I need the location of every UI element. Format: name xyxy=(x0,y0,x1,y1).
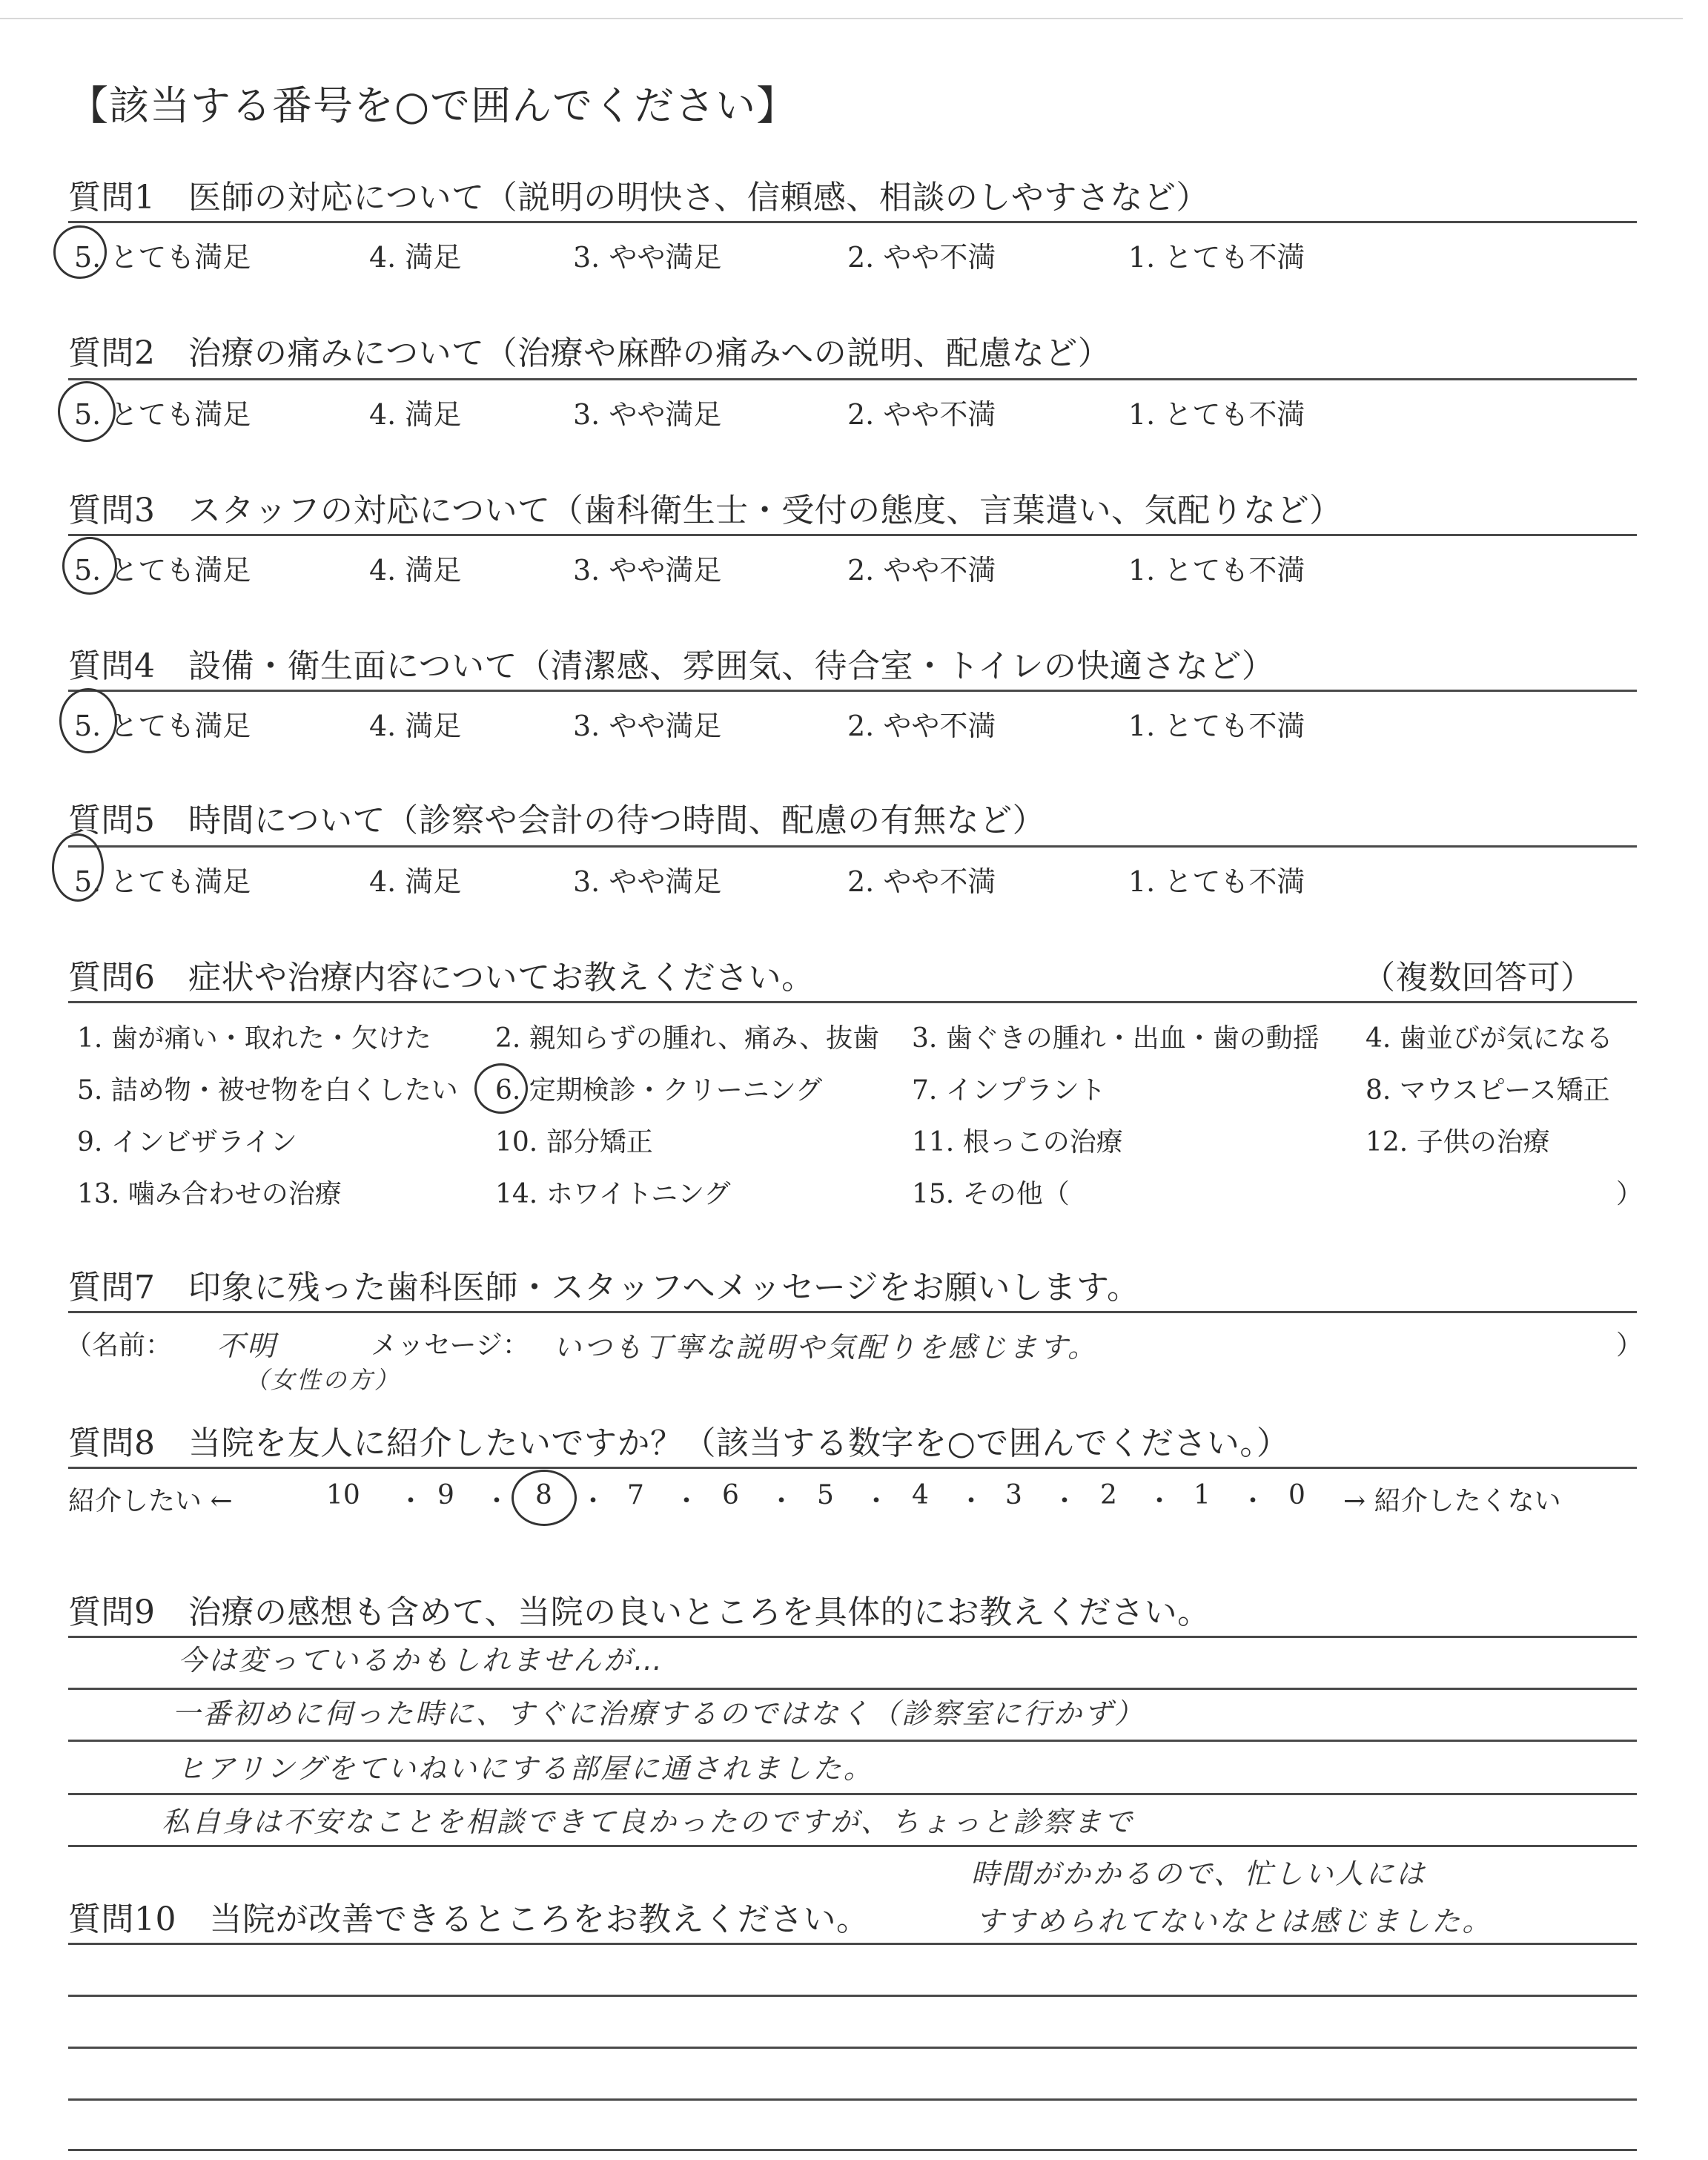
q3-option-1[interactable]: 1. とても不満 xyxy=(1128,554,1305,587)
question-10-title: 質問10 当院が改善できるところをお教えください。 xyxy=(68,1900,870,1938)
q2-option-3[interactable]: 3. やや満足 xyxy=(573,398,722,431)
question-2-title: 質問2 治療の痛みについて（治療や麻酔の痛みへの説明、配慮など） xyxy=(68,334,1111,372)
q6-item-11[interactable]: 11. 根っこの治療 xyxy=(912,1127,1123,1157)
question-4-rule xyxy=(68,690,1637,692)
q6-item-9[interactable]: 9. インビザライン xyxy=(77,1127,297,1157)
q8-separator: ・ xyxy=(1051,1486,1079,1516)
q8-separator: ・ xyxy=(1146,1486,1174,1516)
q8-selection-circle xyxy=(512,1470,577,1526)
q5-option-2[interactable]: 2. やや不満 xyxy=(847,865,996,898)
q6-item-5[interactable]: 5. 詰め物・被せ物を白くしたい xyxy=(77,1075,458,1106)
q4-option-4[interactable]: 4. 満足 xyxy=(369,710,462,742)
q8-right-label: → 紹介したくない xyxy=(1343,1486,1561,1516)
q6-item-7[interactable]: 7. インプラント xyxy=(912,1075,1106,1106)
q8-scale-8[interactable]: 8 xyxy=(535,1480,552,1510)
question-8-title: 質問8 当院を友人に紹介したいですか？（該当する数字を○で囲んでください。） xyxy=(68,1424,1290,1462)
q9-answer-line-3[interactable]: ヒアリングをていねいにする部屋に通されました。 xyxy=(176,1752,874,1785)
q7-close: ） xyxy=(1616,1330,1644,1361)
question-6-title: 質問6 症状や治療内容についてお教えください。 xyxy=(68,959,815,997)
q8-scale-9[interactable]: 9 xyxy=(437,1480,454,1510)
q6-item-13[interactable]: 13. 噛み合わせの治療 xyxy=(77,1179,342,1209)
question-9-title: 質問9 治療の感想も含めて、当院の良いところを具体的にお教えください。 xyxy=(68,1593,1211,1631)
q4-selection-circle xyxy=(59,688,117,753)
q9-answer-rule xyxy=(68,1845,1637,1847)
q7-message-label: メッセージ： xyxy=(371,1330,529,1361)
q6-item-15[interactable]: 15. その他（ xyxy=(912,1179,1070,1209)
q8-separator: ・ xyxy=(863,1486,890,1516)
q1-option-1[interactable]: 1. とても不満 xyxy=(1128,241,1305,274)
q8-separator: ・ xyxy=(958,1486,985,1516)
q6-item-6[interactable]: 6. 定期検診・クリーニング xyxy=(495,1075,823,1106)
question-5-title: 質問5 時間について（診察や会計の待つ時間、配慮の有無など） xyxy=(68,802,1046,839)
q10-answer-rule xyxy=(68,2098,1637,2101)
q3-option-3[interactable]: 3. やや満足 xyxy=(573,554,722,587)
q9-answer-line-2[interactable]: 一番初めに伺った時に、すぐに治療するのではなく（診察室に行かず） xyxy=(172,1697,1145,1730)
q8-separator: ・ xyxy=(580,1486,607,1516)
q10-answer-rule xyxy=(68,2149,1637,2151)
question-7-rule xyxy=(68,1311,1637,1313)
q4-option-2[interactable]: 2. やや不満 xyxy=(847,710,996,742)
q8-separator: ・ xyxy=(397,1486,425,1516)
q6-item-14[interactable]: 14. ホワイトニング xyxy=(495,1179,731,1209)
q7-name-label: （名前： xyxy=(65,1330,173,1361)
q3-option-5[interactable]: 5. とても満足 xyxy=(74,554,251,587)
question-1-title: 質問1 医師の対応について（説明の明快さ、信頼感、相談のしやすさなど） xyxy=(68,179,1209,217)
question-10-rule xyxy=(68,1943,1637,1945)
q8-scale-2[interactable]: 2 xyxy=(1100,1480,1117,1510)
q5-option-3[interactable]: 3. やや満足 xyxy=(573,865,722,898)
question-3-rule xyxy=(68,534,1637,536)
q10-answer-rule xyxy=(68,1995,1637,1997)
q2-option-2[interactable]: 2. やや不満 xyxy=(847,398,996,431)
q7-name-handwritten[interactable]: 不明 xyxy=(216,1330,278,1362)
q8-left-label: 紹介したい ← xyxy=(68,1486,233,1516)
q3-selection-circle xyxy=(62,537,117,595)
q6-item-4[interactable]: 4. 歯並びが気になる xyxy=(1366,1023,1613,1054)
q8-scale-7[interactable]: 7 xyxy=(627,1480,644,1510)
q8-separator: ・ xyxy=(673,1486,701,1516)
q4-option-5[interactable]: 5. とても満足 xyxy=(74,710,251,742)
question-6-rule xyxy=(68,1001,1637,1003)
q6-item-2[interactable]: 2. 親知らずの腫れ、痛み、抜歯 xyxy=(495,1023,880,1054)
question-1-rule xyxy=(68,221,1637,223)
scan-top-edge xyxy=(0,18,1683,19)
question-4-title: 質問4 設備・衛生面について（清潔感、雰囲気、待合室・トイレの快適さなど） xyxy=(68,647,1275,685)
q2-option-5[interactable]: 5. とても満足 xyxy=(74,398,251,431)
q10-answer-line-1[interactable]: 時間がかかるので、忙しい人には xyxy=(971,1857,1427,1890)
q5-selection-circle xyxy=(52,833,104,902)
q2-option-1[interactable]: 1. とても不満 xyxy=(1128,398,1305,431)
q8-scale-5[interactable]: 5 xyxy=(817,1480,834,1510)
question-7-title: 質問7 印象に残った歯科医師・スタッフへメッセージをお願いします。 xyxy=(68,1269,1140,1307)
q9-answer-rule xyxy=(68,1793,1637,1795)
q8-scale-4[interactable]: 4 xyxy=(912,1480,929,1510)
q8-scale-6[interactable]: 6 xyxy=(722,1480,739,1510)
q6-item-10[interactable]: 10. 部分矯正 xyxy=(495,1127,653,1157)
q8-separator: ・ xyxy=(768,1486,795,1516)
q1-option-2[interactable]: 2. やや不満 xyxy=(847,241,996,274)
q10-answer-line-2[interactable]: すすめられてないなとは感じました。 xyxy=(976,1905,1493,1938)
q8-scale-0[interactable]: 0 xyxy=(1288,1480,1305,1510)
q2-selection-circle xyxy=(58,381,116,442)
q8-scale-3[interactable]: 3 xyxy=(1005,1480,1022,1510)
question-6-note: （複数回答可） xyxy=(1363,959,1594,997)
q6-item-3[interactable]: 3. 歯ぐきの腫れ・出血・歯の動揺 xyxy=(912,1023,1320,1054)
q2-option-4[interactable]: 4. 満足 xyxy=(369,398,462,431)
q6-item-1[interactable]: 1. 歯が痛い・取れた・欠けた xyxy=(77,1023,431,1054)
q6-selection-circle xyxy=(474,1063,528,1114)
q4-option-3[interactable]: 3. やや満足 xyxy=(573,710,722,742)
q1-option-3[interactable]: 3. やや満足 xyxy=(573,241,722,274)
q10-answer-rule xyxy=(68,2047,1637,2049)
q8-separator: ・ xyxy=(1239,1486,1267,1516)
q8-separator: ・ xyxy=(483,1486,511,1516)
question-3-title: 質問3 スタッフの対応について（歯科衛生士・受付の態度、言葉遣い、気配りなど） xyxy=(68,492,1343,529)
q6-item-12[interactable]: 12. 子供の治療 xyxy=(1366,1127,1550,1157)
q3-option-2[interactable]: 2. やや不満 xyxy=(847,554,996,587)
q1-option-4[interactable]: 4. 満足 xyxy=(369,241,462,274)
q5-option-4[interactable]: 4. 満足 xyxy=(369,865,462,898)
question-8-rule xyxy=(68,1467,1637,1469)
q9-answer-rule xyxy=(68,1740,1637,1742)
page-heading: 【該当する番号を○で囲んでください】 xyxy=(68,82,798,129)
q6-other-close: ） xyxy=(1616,1179,1644,1209)
question-5-rule xyxy=(68,845,1637,848)
q8-scale-1[interactable]: 1 xyxy=(1194,1480,1211,1510)
q4-option-1[interactable]: 1. とても不満 xyxy=(1128,710,1305,742)
q9-answer-rule xyxy=(68,1688,1637,1690)
q5-option-1[interactable]: 1. とても不満 xyxy=(1128,865,1305,898)
q9-answer-line-1[interactable]: 今は変っているかもしれませんが… xyxy=(178,1644,665,1677)
q8-scale-10[interactable]: 10 xyxy=(326,1480,360,1510)
q9-answer-line-4[interactable]: 私自身は不安なことを相談できて良かったのですが、ちょっと診察まで xyxy=(162,1806,1135,1838)
q3-option-4[interactable]: 4. 満足 xyxy=(369,554,462,587)
q7-message-handwritten[interactable]: いつも丁寧な説明や気配りを感じます。 xyxy=(553,1331,1098,1364)
q1-option-5[interactable]: 5. とても満足 xyxy=(74,241,251,274)
q1-selection-circle xyxy=(53,225,107,279)
q6-item-8[interactable]: 8. マウスピース矯正 xyxy=(1366,1075,1610,1106)
q7-name-note-handwritten: （女性の方） xyxy=(245,1366,401,1394)
question-2-rule xyxy=(68,378,1637,380)
q5-option-5[interactable]: 5. とても満足 xyxy=(74,865,251,898)
